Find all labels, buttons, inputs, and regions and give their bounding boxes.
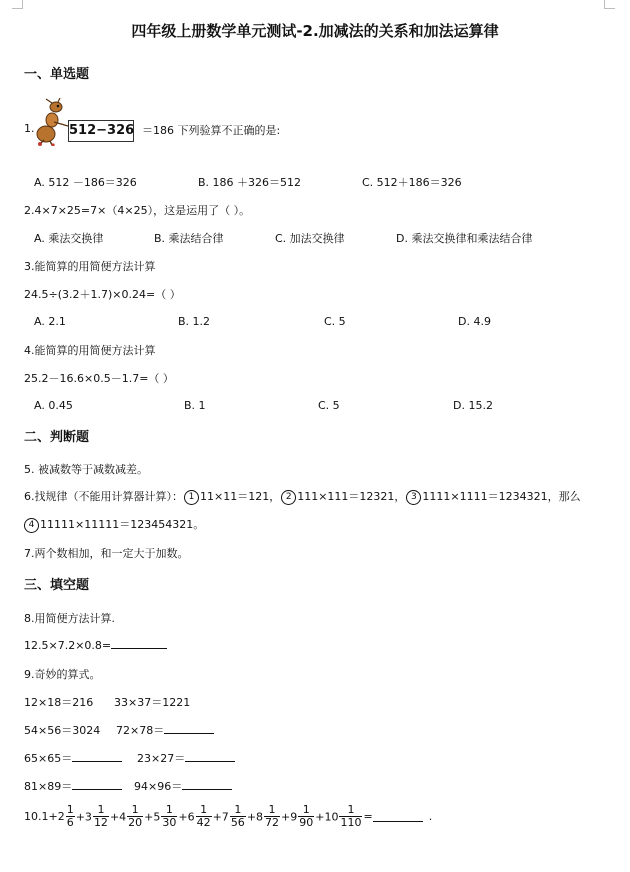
- q1-number: 1.: [24, 122, 35, 135]
- q8-stem: 8.用简便方法计算.: [24, 612, 115, 625]
- fraction-denominator: 30: [162, 816, 177, 829]
- q9-r4a-blank[interactable]: [72, 779, 122, 790]
- q9-r4b-blank[interactable]: [182, 779, 232, 790]
- fraction-denominator: 20: [128, 816, 143, 829]
- q6-eq-3: 1111×1111＝1234321，那么: [422, 490, 581, 503]
- circled-number-2: 2: [281, 490, 296, 505]
- q9-r4a-line: [24, 778, 122, 794]
- q10-term-fraction: [161, 804, 177, 829]
- fraction-denominator: 72: [265, 816, 280, 829]
- fraction-numerator: 1: [264, 804, 280, 817]
- q10-terms: [75, 803, 364, 829]
- q5-text: 5. 被减数等于减数减差。: [24, 463, 148, 476]
- fraction-numerator: 1: [196, 804, 212, 817]
- q4-option-b[interactable]: B. 1: [184, 399, 206, 412]
- q10-term-fraction: [127, 804, 143, 829]
- q9-r3a: 65×65＝: [24, 752, 73, 765]
- q10-frac-1: [66, 804, 75, 829]
- q9-r1b: 33×37＝1221: [114, 696, 191, 709]
- fraction-denominator: 6: [66, 816, 74, 829]
- circled-number-3: 3: [406, 490, 421, 505]
- q8-line: [24, 638, 167, 652]
- q4-stem: 4.能简算的用简便方法计算: [24, 344, 156, 357]
- q6-eq-2: 111×111＝12321，: [297, 490, 406, 503]
- circled-number-4: 4: [24, 518, 39, 533]
- q3-option-d[interactable]: D. 4.9: [458, 315, 491, 328]
- q10-term-whole: +10: [315, 810, 339, 823]
- fraction-numerator: 1: [127, 804, 143, 817]
- q10-end: .: [428, 810, 433, 823]
- q1-option-a[interactable]: A. 512 －186＝326: [34, 176, 137, 189]
- fraction-denominator: 90: [299, 816, 314, 829]
- fraction-denominator: 12: [93, 816, 108, 829]
- fraction-numerator: 1: [66, 803, 74, 816]
- section-heading-true-false: 二、判断题: [24, 430, 90, 445]
- q10-equals: =: [363, 810, 373, 823]
- crop-mark-left: [12, 0, 23, 9]
- q3-expression: 24.5÷(3.2＋1.7)×0.24=（ ）: [24, 288, 181, 301]
- fraction-numerator: 1: [93, 804, 109, 817]
- q10-line: [24, 804, 432, 829]
- q3-option-b[interactable]: B. 1.2: [178, 315, 211, 328]
- q10-term-whole: +7: [212, 810, 229, 823]
- q1-option-b[interactable]: B. 186 ＋326＝512: [198, 176, 302, 189]
- q10-term-whole: +5: [144, 810, 161, 823]
- q2-option-a[interactable]: A. 乘法交换律: [34, 232, 104, 245]
- q9-stem: 9.奇妙的算式。: [24, 668, 101, 681]
- q4-option-a[interactable]: A. 0.45: [34, 399, 73, 412]
- q9-r3b-line: [137, 750, 235, 766]
- q1-expression-sign: 512−326: [68, 120, 134, 142]
- q6-line-1: [24, 488, 581, 505]
- q1-stem: ＝186 下列验算不正确的是:: [142, 124, 281, 137]
- q9-r1a: 12×18＝216: [24, 696, 94, 709]
- q9-r2a: 54×56＝3024: [24, 724, 101, 737]
- q2-stem: 2.4×7×25=7×（4×25），这是运用了（ ）。: [24, 204, 251, 217]
- crop-mark-right: [604, 0, 615, 9]
- q10-term-fraction: [264, 804, 280, 829]
- fraction-numerator: 1: [230, 804, 246, 817]
- q10-term-fraction: [93, 804, 109, 829]
- q2-option-c[interactable]: C. 加法交换律: [275, 232, 345, 245]
- q3-option-a[interactable]: A. 2.1: [34, 315, 66, 328]
- fraction-denominator: 110: [340, 816, 362, 829]
- q9-r4a: 81×89＝: [24, 780, 73, 793]
- circled-number-1: 1: [184, 490, 199, 505]
- q1-option-c[interactable]: C. 512＋186＝326: [362, 176, 462, 189]
- section-heading-single-choice: 一、单选题: [24, 67, 90, 82]
- q6-lead: 6.找规律（不能用计算器计算）：: [24, 490, 183, 503]
- fraction-denominator: 42: [196, 816, 211, 829]
- q8-expression: 12.5×7.2×0.8=: [24, 639, 112, 652]
- q9-r3a-blank[interactable]: [72, 751, 122, 762]
- q10-answer-blank[interactable]: [373, 811, 423, 822]
- q10-term-fraction: [339, 804, 362, 829]
- q9-r3a-line: [24, 750, 122, 766]
- q4-option-d[interactable]: D. 15.2: [453, 399, 493, 412]
- q9-r2b-blank[interactable]: [164, 723, 214, 734]
- q9-r3b-blank[interactable]: [185, 751, 235, 762]
- q3-stem: 3.能简算的用简便方法计算: [24, 260, 156, 273]
- q9-r2b: 72×78＝: [116, 724, 165, 737]
- q10-term-whole: +4: [109, 810, 127, 823]
- q2-option-d[interactable]: D. 乘法交换律和乘法结合律: [396, 232, 533, 245]
- q10-term-fraction: [230, 804, 246, 829]
- q10-term-fraction: [196, 804, 212, 829]
- q9-r2b-line: [116, 722, 214, 738]
- q10-start: 10.1+2: [24, 810, 65, 823]
- q9-r3b: 23×27＝: [137, 752, 186, 765]
- q4-expression: 25.2－16.6×0.5－1.7=（ ）: [24, 372, 174, 385]
- q10-term-whole: +8: [246, 810, 264, 823]
- q6-eq-1: 11×11＝121，: [200, 490, 281, 503]
- fraction-numerator: 1: [298, 804, 314, 817]
- q2-option-b[interactable]: B. 乘法结合律: [154, 232, 224, 245]
- q7-text: 7.两个数相加，和一定大于加数。: [24, 547, 189, 560]
- q8-answer-blank[interactable]: [111, 638, 167, 649]
- q10-term-whole: +9: [281, 810, 298, 823]
- q9-r4b: 94×96＝: [134, 780, 183, 793]
- q4-option-c[interactable]: C. 5: [318, 399, 340, 412]
- q9-r4b-line: [134, 778, 232, 794]
- q3-option-c[interactable]: C. 5: [324, 315, 346, 328]
- q6-line-2: [24, 516, 204, 533]
- q10-term-whole: +3: [75, 810, 92, 823]
- q10-term-whole: +6: [178, 810, 195, 823]
- fraction-denominator: 56: [230, 816, 245, 829]
- q6-eq-4: 11111×11111＝123454321。: [40, 518, 205, 531]
- fraction-numerator: 1: [161, 804, 177, 817]
- fraction-numerator: 1: [339, 804, 362, 817]
- q10-term-fraction: [298, 804, 314, 829]
- page-title: 四年级上册数学单元测试-2.加减法的关系和加法运算律: [131, 22, 499, 40]
- section-heading-fill-in: 三、填空题: [24, 578, 90, 593]
